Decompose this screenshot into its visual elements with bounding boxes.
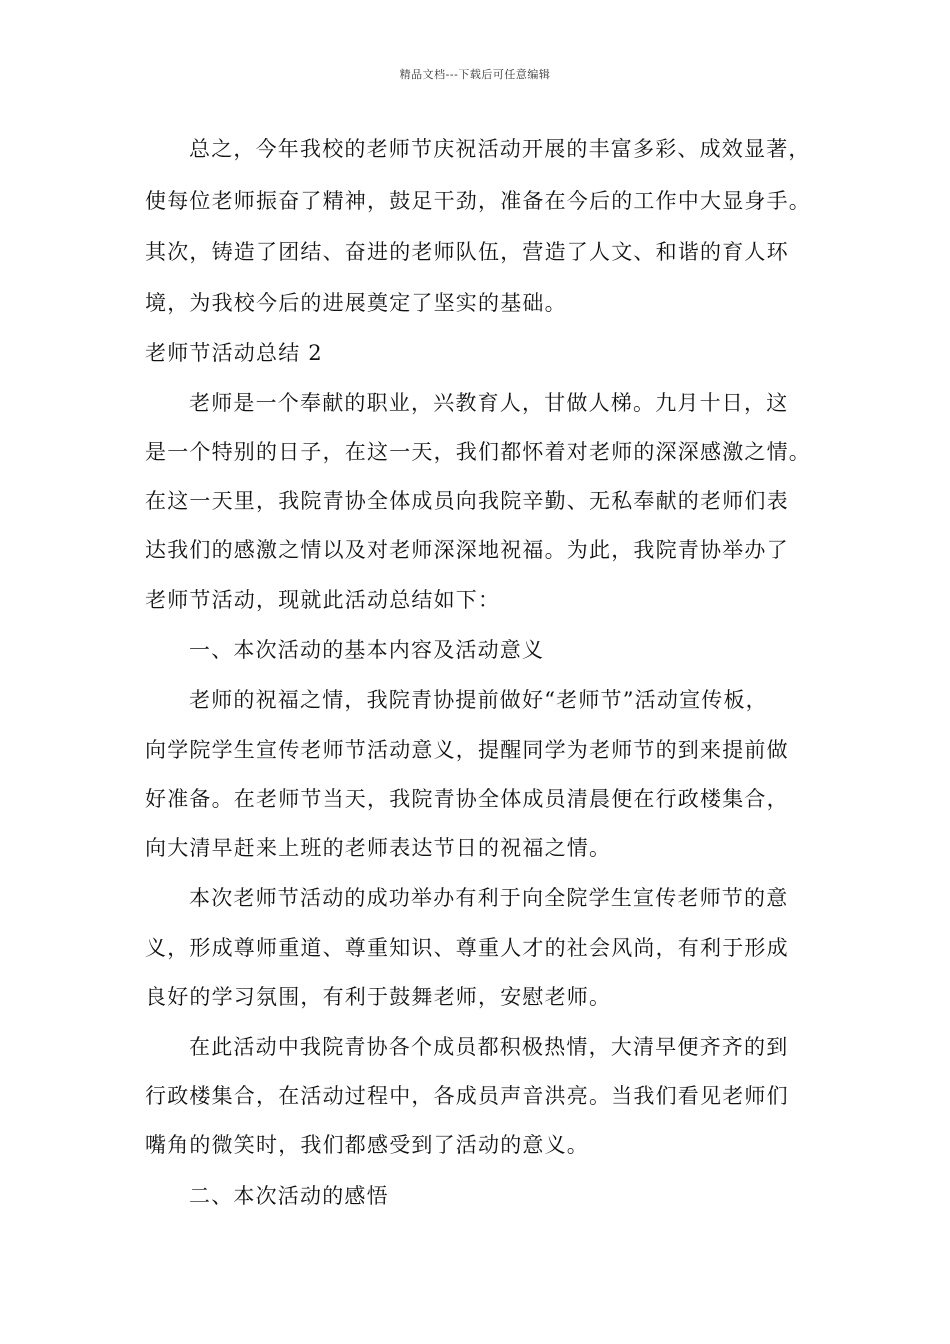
page-header: 精品文档---下载后可任意编辑 [399, 68, 551, 81]
paragraph-line: 使每位老师振奋了精神，鼓足干劲，准备在今后的工作中大显身手。 [145, 189, 811, 213]
paragraph-line: 老师是一个奉献的职业，兴教育人，甘做人梯。九月十日，这 [189, 391, 789, 415]
paragraph-line: 其次，铸造了团结、奋进的老师队伍，营造了人文、和谐的育人环 [145, 240, 789, 264]
paragraph-line: 向大清早赶来上班的老师表达节日的祝福之情。 [145, 836, 612, 860]
paragraph-line: 嘴角的微笑时，我们都感受到了活动的意义。 [145, 1133, 589, 1157]
paragraph-line: 境，为我校今后的进展奠定了坚实的基础。 [145, 291, 567, 315]
paragraph-line: 好准备。在老师节当天，我院青协全体成员清晨便在行政楼集合， [145, 787, 789, 811]
paragraph-line: 向学院学生宣传老师节活动意义，提醒同学为老师节的到来提前做 [145, 738, 789, 762]
paragraph-line: 本次老师节活动的成功举办有利于向全院学生宣传老师节的意 [189, 886, 789, 910]
paragraph-line: 总之，今年我校的老师节庆祝活动开展的丰富多彩、成效显著， [189, 137, 811, 161]
paragraph-line: 在这一天里，我院青协全体成员向我院辛勤、无私奉献的老师们表 [145, 489, 789, 513]
paragraph-line: 老师节活动，现就此活动总结如下： [145, 588, 501, 612]
paragraph-line: 老师的祝福之情，我院青协提前做好“老师节”活动宣传板， [189, 688, 768, 712]
subheading: 一、本次活动的基本内容及活动意义 [189, 638, 545, 662]
paragraph-line: 在此活动中我院青协各个成员都积极热情，大清早便齐齐的到 [189, 1035, 789, 1059]
paragraph-line: 义，形成尊师重道、尊重知识、尊重人才的社会风尚，有利于形成 [145, 936, 789, 960]
paragraph-line: 达我们的感激之情以及对老师深深地祝福。为此，我院青协举办了 [145, 538, 789, 562]
subheading: 二、本次活动的感悟 [189, 1184, 389, 1208]
section-title: 老师节活动总结 2 [145, 341, 323, 365]
paragraph-line: 是一个特别的日子，在这一天，我们都怀着对老师的深深感激之情。 [145, 440, 811, 464]
paragraph-line: 良好的学习氛围，有利于鼓舞老师，安慰老师。 [145, 985, 612, 1009]
paragraph-line: 行政楼集合，在活动过程中，各成员声音洪亮。当我们看见老师们 [145, 1084, 789, 1108]
